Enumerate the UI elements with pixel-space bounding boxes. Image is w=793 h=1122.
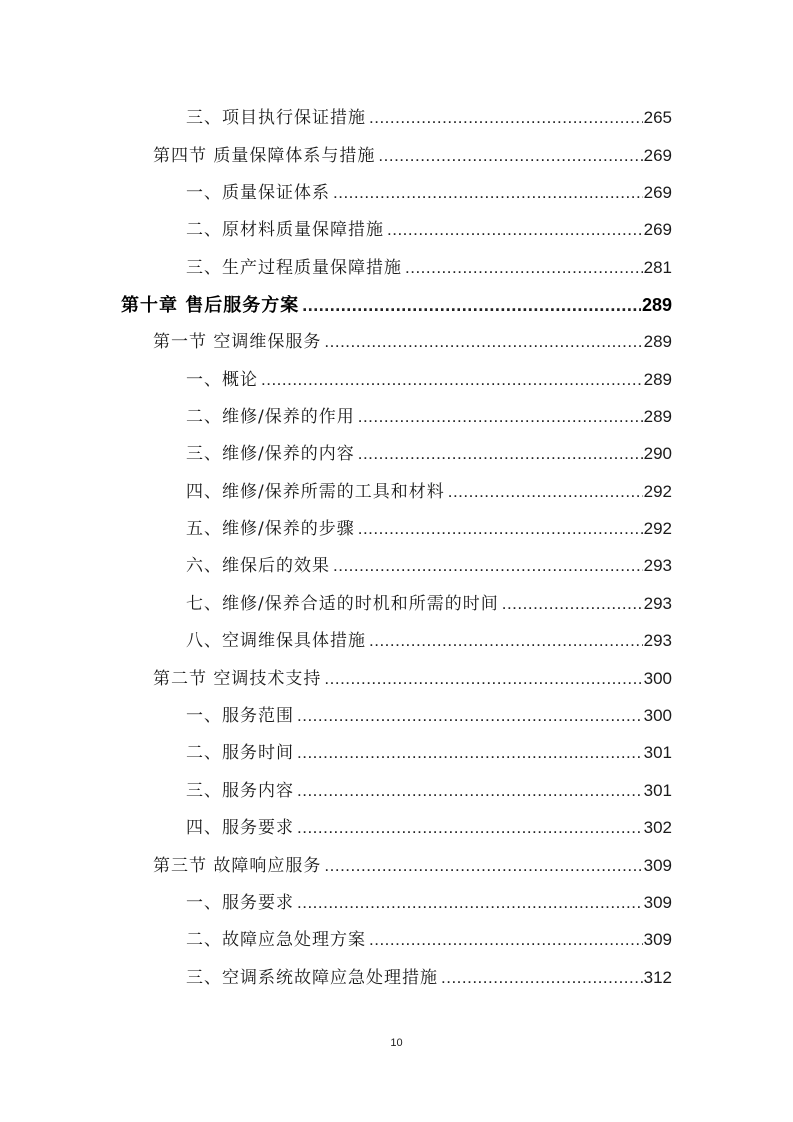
dot-leader	[324, 331, 642, 353]
toc-entry-title: 故障响应服务	[213, 856, 322, 876]
toc-entry[interactable]	[186, 406, 672, 428]
dot-leader	[297, 705, 643, 727]
toc-entry-title: 空调维保服务	[213, 332, 322, 352]
toc-entry-prefix: 二、	[186, 220, 222, 240]
toc-entry-page: 301	[643, 743, 672, 762]
toc-entry[interactable]	[186, 780, 672, 802]
toc-entry-title: 服务要求	[222, 818, 294, 838]
toc-entry-title: 维修/保养所需的工具和材料	[222, 482, 445, 502]
toc-entry-title: 生产过程质量保障措施	[222, 258, 402, 278]
toc-entry-prefix: 一、	[186, 893, 222, 913]
toc-entry-page: 269	[643, 220, 672, 239]
dot-leader	[358, 518, 643, 540]
dot-leader	[302, 294, 641, 316]
dot-leader	[387, 219, 643, 241]
toc-entry-title: 质量保障体系与措施	[213, 146, 376, 166]
dot-leader	[333, 555, 643, 577]
toc-entry-prefix: 一、	[186, 183, 222, 203]
toc-entry-prefix: 二、	[186, 407, 222, 427]
toc-entry[interactable]	[153, 855, 672, 877]
toc-entry[interactable]	[186, 555, 672, 577]
dot-leader	[502, 593, 643, 615]
toc-entry[interactable]	[186, 369, 672, 391]
toc-entry-page: 269	[643, 183, 672, 202]
toc-entry-title: 空调技术支持	[213, 669, 322, 689]
toc-entry-title: 售后服务方案	[185, 295, 300, 316]
toc-entry-prefix: 第二节	[153, 669, 207, 689]
dot-leader	[441, 967, 643, 989]
toc-entry-page: 293	[643, 594, 672, 613]
toc-entry-title: 概论	[222, 370, 258, 390]
toc-entry-page: 265	[643, 108, 672, 127]
toc-entry-prefix: 四、	[186, 818, 222, 838]
dot-leader	[297, 817, 643, 839]
dot-leader	[369, 630, 643, 652]
toc-entry[interactable]	[186, 593, 672, 615]
toc-entry-prefix: 八、	[186, 631, 222, 651]
dot-leader	[261, 369, 643, 391]
dot-leader	[369, 929, 643, 951]
toc-entry-prefix: 三、	[186, 444, 222, 464]
dot-leader	[378, 145, 642, 167]
toc-entry[interactable]	[186, 630, 672, 652]
toc-entry[interactable]	[186, 182, 672, 204]
dot-leader	[448, 481, 643, 503]
toc-entry-page: 269	[643, 146, 672, 165]
toc-entry-page: 309	[643, 856, 672, 875]
toc-entry[interactable]	[186, 892, 672, 914]
toc-entry-prefix: 第一节	[153, 332, 207, 352]
toc-entry-page: 309	[643, 930, 672, 949]
toc-entry-prefix: 三、	[186, 108, 222, 128]
toc-entry-title: 维修/保养的内容	[222, 444, 355, 464]
toc-entry-page: 292	[643, 482, 672, 501]
toc-entry-prefix: 第三节	[153, 856, 207, 876]
toc-entry-prefix: 五、	[186, 519, 222, 539]
toc-entry[interactable]	[186, 443, 672, 465]
toc-entry-page: 293	[643, 631, 672, 650]
dot-leader	[369, 107, 643, 129]
toc-entry-title: 空调维保具体措施	[222, 631, 366, 651]
toc-entry-page: 289	[641, 295, 672, 315]
toc-entry-title: 质量保证体系	[222, 183, 330, 203]
toc-entry-page: 312	[643, 968, 672, 987]
toc-entry-title: 故障应急处理方案	[222, 930, 366, 950]
toc-entry[interactable]	[186, 257, 672, 279]
toc-chapter-entry[interactable]	[121, 294, 672, 317]
dot-leader	[358, 406, 643, 428]
toc-entry-page: 293	[643, 556, 672, 575]
toc-entry-prefix: 二、	[186, 743, 222, 763]
toc-entry-page: 289	[643, 407, 672, 426]
toc-entry-prefix: 七、	[186, 594, 222, 614]
toc-entry[interactable]	[186, 705, 672, 727]
toc-entry-page: 290	[643, 444, 672, 463]
toc-entry-prefix: 二、	[186, 930, 222, 950]
toc-entry-page: 300	[643, 706, 672, 725]
toc-entry-page: 289	[643, 332, 672, 351]
toc-entry-page: 302	[643, 818, 672, 837]
toc-entry[interactable]	[186, 107, 672, 129]
dot-leader	[405, 257, 643, 279]
toc-entry-page: 300	[643, 669, 672, 688]
toc-entry[interactable]	[186, 742, 672, 764]
toc-entry-prefix: 三、	[186, 258, 222, 278]
toc-entry-title: 空调系统故障应急处理措施	[222, 968, 438, 988]
toc-entry-prefix: 第四节	[153, 146, 207, 166]
toc-entry-prefix: 四、	[186, 482, 222, 502]
toc-entry-prefix: 六、	[186, 556, 222, 576]
toc-entry-title: 维保后的效果	[222, 556, 330, 576]
toc-entry[interactable]	[186, 219, 672, 241]
toc-entry-title: 维修/保养合适的时机和所需的时间	[222, 594, 499, 614]
toc-entry-title: 维修/保养的作用	[222, 407, 355, 427]
toc-entry-page: 309	[643, 893, 672, 912]
toc-entry[interactable]	[153, 331, 672, 353]
toc-entry-title: 维修/保养的步骤	[222, 519, 355, 539]
toc-entry[interactable]	[186, 817, 672, 839]
toc-entry-page: 289	[643, 370, 672, 389]
toc-entry-title: 服务内容	[222, 781, 294, 801]
dot-leader	[297, 780, 643, 802]
dot-leader	[297, 892, 643, 914]
toc-entry-title: 项目执行保证措施	[222, 108, 366, 128]
toc-entry-prefix: 一、	[186, 706, 222, 726]
toc-entry[interactable]	[153, 668, 672, 690]
dot-leader	[358, 443, 643, 465]
dot-leader	[333, 182, 643, 204]
dot-leader	[297, 742, 643, 764]
toc-entry[interactable]	[153, 145, 672, 167]
page-number: 10	[390, 1037, 403, 1049]
toc-entry[interactable]	[186, 481, 672, 503]
toc-entry-prefix: 三、	[186, 968, 222, 988]
toc-entry-title: 服务时间	[222, 743, 294, 763]
toc-entry[interactable]	[186, 518, 672, 540]
toc-entry-prefix: 第十章	[121, 295, 178, 316]
toc-entry-title: 服务范围	[222, 706, 294, 726]
toc-entry-page: 292	[643, 519, 672, 538]
toc-entry[interactable]	[186, 929, 672, 951]
toc-entry-title: 服务要求	[222, 893, 294, 913]
toc-entry[interactable]	[186, 967, 672, 989]
toc-entry-prefix: 一、	[186, 370, 222, 390]
dot-leader	[324, 855, 642, 877]
toc-entry-prefix: 三、	[186, 781, 222, 801]
dot-leader	[324, 668, 642, 690]
toc-entry-page: 281	[643, 258, 672, 277]
toc-entry-page: 301	[643, 781, 672, 800]
toc-entry-title: 原材料质量保障措施	[222, 220, 384, 240]
